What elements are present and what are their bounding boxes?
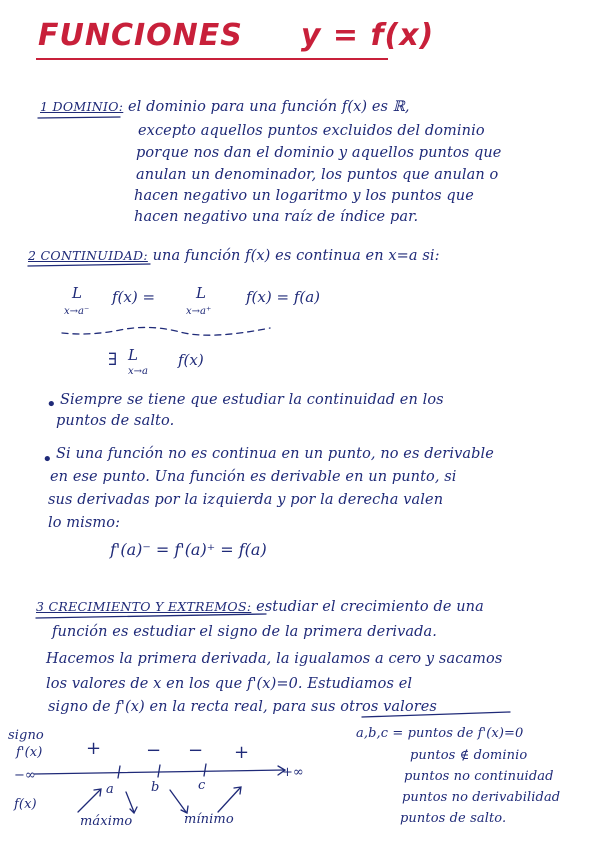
legend-line-3: puntos no continuidad xyxy=(404,769,554,784)
limit-right-fx: f(x) = f(a) xyxy=(246,288,321,306)
sign-4: + xyxy=(234,742,250,763)
maximo-label: máximo xyxy=(80,814,133,829)
title-main: FUNCIONES xyxy=(38,18,243,53)
exists-limit-sub: x→a xyxy=(128,366,148,377)
limit-right: L xyxy=(196,284,206,302)
point-b: b xyxy=(151,780,160,795)
continuidad-line-1: 2 CONTINUIDAD: una función f(x) es continua en x=a si: xyxy=(28,248,440,264)
bullet-1-line-2: puntos de salto. xyxy=(56,413,175,429)
crecimiento-heading: 3 CRECIMIENTO Y EXTREMOS: xyxy=(36,599,252,614)
limit-left-fx: f(x) = xyxy=(112,288,156,306)
bullet-2-line-2: en ese punto. Una función es derivable en un punto, si xyxy=(50,469,457,485)
plus-infinity: +∞ xyxy=(282,765,304,780)
exists-limit: L xyxy=(128,346,138,364)
crecimiento-line-2: función es estudiar el signo de la primera derivada. xyxy=(52,624,438,640)
f-label: f(x) xyxy=(14,797,37,812)
dominio-line-6: hacen negativo una raíz de índice par. xyxy=(134,209,419,225)
sign-2: − xyxy=(146,740,162,761)
point-a: a xyxy=(106,782,114,797)
legend-line-5: puntos de salto. xyxy=(400,811,507,826)
bullet-1-line-1: Siempre se tiene que estudiar la continuidad en los xyxy=(60,392,444,408)
tick-c xyxy=(204,764,206,776)
legend-line-2: puntos ∉ dominio xyxy=(410,748,528,763)
arrow-up-1 xyxy=(78,790,100,812)
dominio-line-2: excepto aquellos puntos excluidos del dominio xyxy=(138,123,485,139)
exists-symbol: ∃ xyxy=(108,350,118,370)
crecimiento-line-5: signo de f'(x) en la recta real, para sus otros valores xyxy=(48,699,437,715)
limit-right-sub: x→a⁺ xyxy=(186,306,212,317)
title-formula: y = f(x) xyxy=(300,18,435,53)
crecimiento-heading-underline xyxy=(36,614,266,618)
dominio-heading-underline xyxy=(38,117,120,118)
tick-b xyxy=(158,765,160,777)
legend-line-1: a,b,c = puntos de f'(x)=0 xyxy=(356,726,524,741)
limit-separator xyxy=(62,327,270,335)
crecimiento-line-4: los valores de x en los que f'(x)=0. Estudiamos el xyxy=(46,676,413,692)
crecimiento-line-1: 3 CRECIMIENTO Y EXTREMOS: estudiar el crecimiento de una xyxy=(36,599,484,615)
bullet-2-line-1: Si una función no es continua en un punto, no es derivable xyxy=(56,446,494,462)
limit-left: L xyxy=(72,284,82,302)
sign-3: − xyxy=(188,740,204,761)
dominio-heading: 1 DOMINIO: xyxy=(40,99,124,114)
arrow-down-2 xyxy=(170,790,186,812)
point-c: c xyxy=(198,778,206,793)
arrow-up-2 xyxy=(218,788,240,812)
dominio-line-3: porque nos dan el dominio y aquellos puntos que xyxy=(136,145,502,161)
bullet-2-line-3: sus derivadas por la izquierda y por la derecha valen xyxy=(48,492,444,508)
minus-infinity: −∞ xyxy=(14,768,36,783)
fprime-label: f'(x) xyxy=(16,745,43,760)
bullet-2: • xyxy=(42,449,53,470)
dominio-line-5: hacen negativo un logaritmo y los puntos que xyxy=(134,188,474,204)
minimo-label: mínimo xyxy=(184,812,234,827)
otros-valores-underline xyxy=(362,712,510,717)
continuidad-heading: 2 CONTINUIDAD: xyxy=(28,248,148,263)
dominio-line-4: anulan un denominador, los puntos que anulan o xyxy=(136,167,499,183)
continuidad-heading-underline xyxy=(28,264,150,266)
sign-label: signo xyxy=(8,728,44,743)
derivative-formula: f'(a)⁻ = f'(a)⁺ = f(a) xyxy=(110,540,267,559)
limit-left-sub: x→a⁻ xyxy=(64,306,90,317)
bullet-1: • xyxy=(46,394,57,415)
dominio-line-1: 1 DOMINIO: el dominio para una función f(x) es ℝ, xyxy=(40,99,410,115)
crecimiento-line-3: Hacemos la primera derivada, la igualamos a cero y sacamos xyxy=(46,651,503,667)
sign-1: + xyxy=(86,738,102,759)
legend-line-4: puntos no derivabilidad xyxy=(402,790,561,805)
bullet-2-line-4: lo mismo: xyxy=(48,515,121,531)
exists-fx: f(x) xyxy=(178,351,204,369)
